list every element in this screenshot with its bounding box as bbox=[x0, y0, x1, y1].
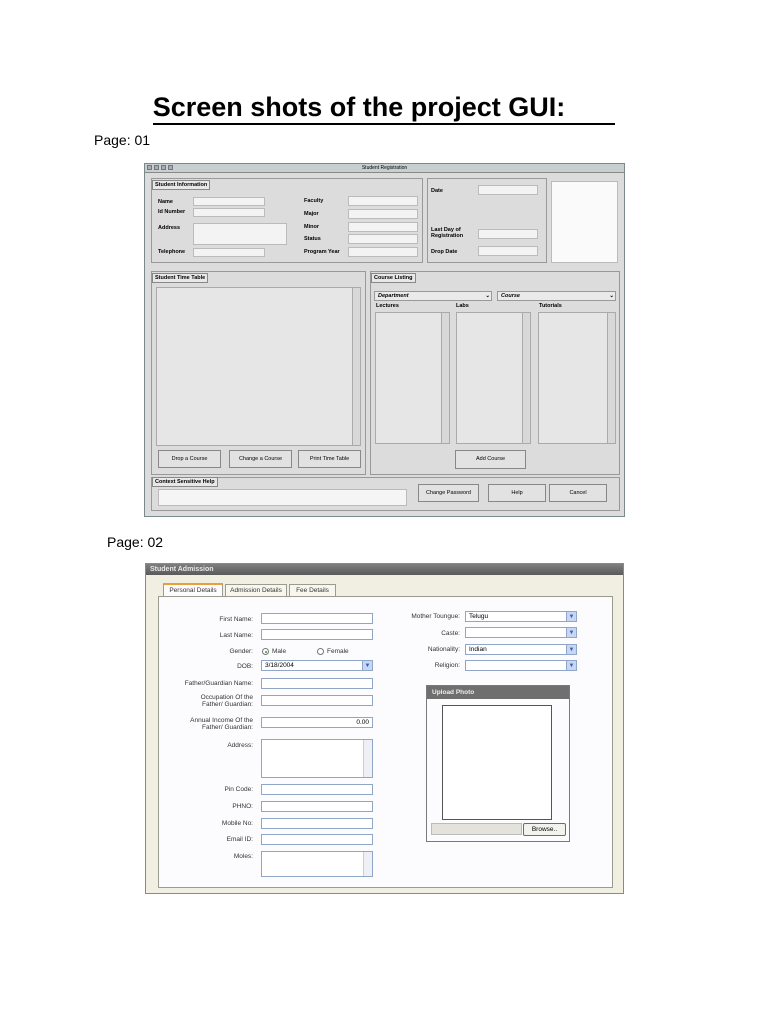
course-listing-title: Course Listing bbox=[371, 273, 416, 283]
course-dropdown[interactable] bbox=[497, 291, 616, 301]
nationality-value: Indian bbox=[469, 646, 487, 653]
occupation-input[interactable] bbox=[261, 695, 373, 706]
maximize-icon[interactable] bbox=[161, 165, 166, 170]
tutorials-scrollbar[interactable] bbox=[607, 313, 615, 443]
document-title bbox=[0, 92, 768, 123]
id-number-field[interactable] bbox=[193, 208, 265, 217]
drop-date-field[interactable] bbox=[478, 246, 538, 256]
dob-label: DOB: bbox=[237, 663, 253, 670]
window-title: Student Admission bbox=[150, 566, 214, 573]
photo-box bbox=[551, 181, 618, 263]
pin-code-input[interactable] bbox=[261, 784, 373, 795]
chevron-down-icon: ▼ bbox=[566, 612, 576, 621]
first-name-input[interactable] bbox=[261, 613, 373, 624]
department-dropdown-value: Department bbox=[378, 293, 409, 299]
change-password-button[interactable]: Change Password bbox=[418, 484, 479, 502]
gender-female-label: Female bbox=[327, 648, 349, 655]
window-menu-icon[interactable] bbox=[147, 165, 152, 170]
photo-path-field[interactable] bbox=[431, 823, 522, 835]
tab-personal-details[interactable]: Personal Details bbox=[163, 583, 223, 596]
nationality-select[interactable] bbox=[465, 644, 577, 655]
faculty-field[interactable] bbox=[348, 196, 418, 206]
gender-male-label: Male bbox=[272, 648, 287, 655]
status-label: Status bbox=[304, 236, 321, 242]
mother-tongue-value: Telugu bbox=[469, 613, 489, 620]
upload-photo-title: Upload Photo bbox=[427, 686, 569, 699]
pin-code-label: Pin Code: bbox=[224, 786, 253, 793]
change-course-button[interactable]: Change a Course bbox=[229, 450, 292, 468]
religion-select[interactable] bbox=[465, 660, 577, 671]
program-year-field[interactable] bbox=[348, 247, 418, 257]
labs-list[interactable] bbox=[456, 312, 531, 444]
dob-picker[interactable] bbox=[261, 660, 373, 671]
tab-fee-details[interactable]: Fee Details bbox=[289, 584, 336, 596]
browse-button[interactable]: Browse.. bbox=[523, 823, 566, 836]
address-label: Address: bbox=[227, 742, 253, 749]
phno-input[interactable] bbox=[261, 801, 373, 812]
department-dropdown[interactable] bbox=[374, 291, 492, 301]
tutorials-label: Tutorials bbox=[539, 303, 562, 309]
chevron-down-icon: ▼ bbox=[566, 645, 576, 654]
status-field[interactable] bbox=[348, 234, 418, 244]
mother-tongue-label: Mother Toungue: bbox=[411, 613, 460, 620]
nationality-label: Nationality: bbox=[427, 646, 460, 653]
drop-date-label: Drop Date bbox=[431, 249, 458, 255]
email-id-input[interactable] bbox=[261, 834, 373, 845]
cancel-button[interactable]: Cancel bbox=[549, 484, 607, 502]
gender-female-radio[interactable] bbox=[317, 648, 324, 655]
income-label-line2: Father/ Guardian: bbox=[202, 724, 253, 731]
caste-label: Caste: bbox=[441, 630, 460, 637]
course-dropdown-value: Course bbox=[501, 293, 520, 299]
chevron-down-icon: ⌄ bbox=[485, 293, 490, 299]
mobile-no-input[interactable] bbox=[261, 818, 373, 829]
program-year-label: Program Year bbox=[304, 249, 340, 255]
telephone-field[interactable] bbox=[193, 248, 265, 257]
gender-label: Gender: bbox=[229, 648, 253, 655]
address-label: Address bbox=[158, 225, 181, 231]
drop-course-button[interactable]: Drop a Course bbox=[158, 450, 221, 468]
caste-select[interactable] bbox=[465, 627, 577, 638]
chevron-down-icon: ▼ bbox=[566, 661, 576, 670]
student-information-title: Student Information bbox=[152, 180, 210, 190]
help-button[interactable]: Help bbox=[488, 484, 546, 502]
mother-tongue-select[interactable] bbox=[465, 611, 577, 622]
window-title: Student Registration bbox=[361, 165, 408, 171]
address-textarea[interactable] bbox=[261, 739, 373, 778]
income-input[interactable]: 0.00 bbox=[261, 717, 373, 728]
chevron-down-icon: ▼ bbox=[566, 628, 576, 637]
tutorials-list[interactable] bbox=[538, 312, 616, 444]
add-course-button[interactable]: Add Course bbox=[455, 450, 526, 469]
window-titlebar bbox=[145, 164, 624, 173]
major-field[interactable] bbox=[348, 209, 418, 219]
lectures-list[interactable] bbox=[375, 312, 450, 444]
date-field[interactable] bbox=[478, 185, 538, 195]
student-time-table-title: Student Time Table bbox=[152, 273, 208, 283]
context-help-title: Context Sensitive Help bbox=[152, 477, 218, 487]
moles-label: Moles: bbox=[233, 853, 253, 860]
occupation-label-line1: Occupation Of the bbox=[200, 694, 253, 701]
telephone-label: Telephone bbox=[158, 249, 186, 255]
major-label: Major bbox=[304, 211, 319, 217]
faculty-label: Faculty bbox=[304, 198, 324, 204]
lectures-scrollbar[interactable] bbox=[441, 313, 449, 443]
email-id-label: Email ID: bbox=[226, 836, 253, 843]
gender-male-radio[interactable] bbox=[262, 648, 269, 655]
id-number-label: Id Number bbox=[158, 209, 186, 215]
last-name-label: Last Name: bbox=[219, 632, 253, 639]
last-day-registration-label: Last Day of Registration bbox=[431, 227, 464, 239]
time-table-scrollbar[interactable] bbox=[352, 288, 360, 445]
name-label: Name bbox=[158, 199, 173, 205]
minor-label: Minor bbox=[304, 224, 319, 230]
address-scrollbar[interactable] bbox=[363, 740, 372, 777]
guardian-name-label: Father/Guardian Name: bbox=[184, 680, 253, 687]
student-admission-window bbox=[145, 563, 624, 894]
first-name-label: First Name: bbox=[219, 616, 253, 623]
income-label-line1: Annual Income Of the bbox=[190, 717, 253, 724]
minor-field[interactable] bbox=[348, 222, 418, 232]
tab-admission-details[interactable]: Admission Details bbox=[225, 584, 287, 596]
moles-scrollbar[interactable] bbox=[363, 852, 372, 876]
last-name-input[interactable] bbox=[261, 629, 373, 640]
lectures-label: Lectures bbox=[376, 303, 399, 309]
phno-label: PHNO: bbox=[232, 803, 253, 810]
moles-textarea[interactable] bbox=[261, 851, 373, 877]
date-label: Date bbox=[431, 188, 443, 194]
minimize-icon[interactable] bbox=[154, 165, 159, 170]
chevron-down-icon: ▼ bbox=[362, 661, 372, 670]
labs-scrollbar[interactable] bbox=[522, 313, 530, 443]
address-field[interactable] bbox=[193, 223, 287, 245]
religion-label: Religion: bbox=[434, 662, 460, 669]
name-field[interactable] bbox=[193, 197, 265, 206]
chevron-down-icon: ⌄ bbox=[609, 293, 614, 299]
context-help-text bbox=[158, 489, 407, 506]
last-day-registration-field[interactable] bbox=[478, 229, 538, 239]
close-icon[interactable] bbox=[168, 165, 173, 170]
page-02-label: Page: 02 bbox=[107, 534, 164, 550]
student-registration-window bbox=[144, 163, 625, 517]
dob-value: 3/18/2004 bbox=[265, 662, 294, 669]
document-title-text: Screen shots of the project GUI: bbox=[153, 92, 616, 125]
page-01-label: Page: 01 bbox=[94, 132, 151, 148]
photo-preview bbox=[442, 705, 552, 820]
time-table-list[interactable] bbox=[156, 287, 361, 446]
labs-label: Labs bbox=[456, 303, 469, 309]
mobile-no-label: Mobile No: bbox=[221, 820, 253, 827]
guardian-name-input[interactable] bbox=[261, 678, 373, 689]
print-time-table-button[interactable]: Print Time Table bbox=[298, 450, 361, 468]
occupation-label-line2: Father/ Guardian: bbox=[202, 701, 253, 708]
window-titlebar bbox=[146, 564, 623, 575]
